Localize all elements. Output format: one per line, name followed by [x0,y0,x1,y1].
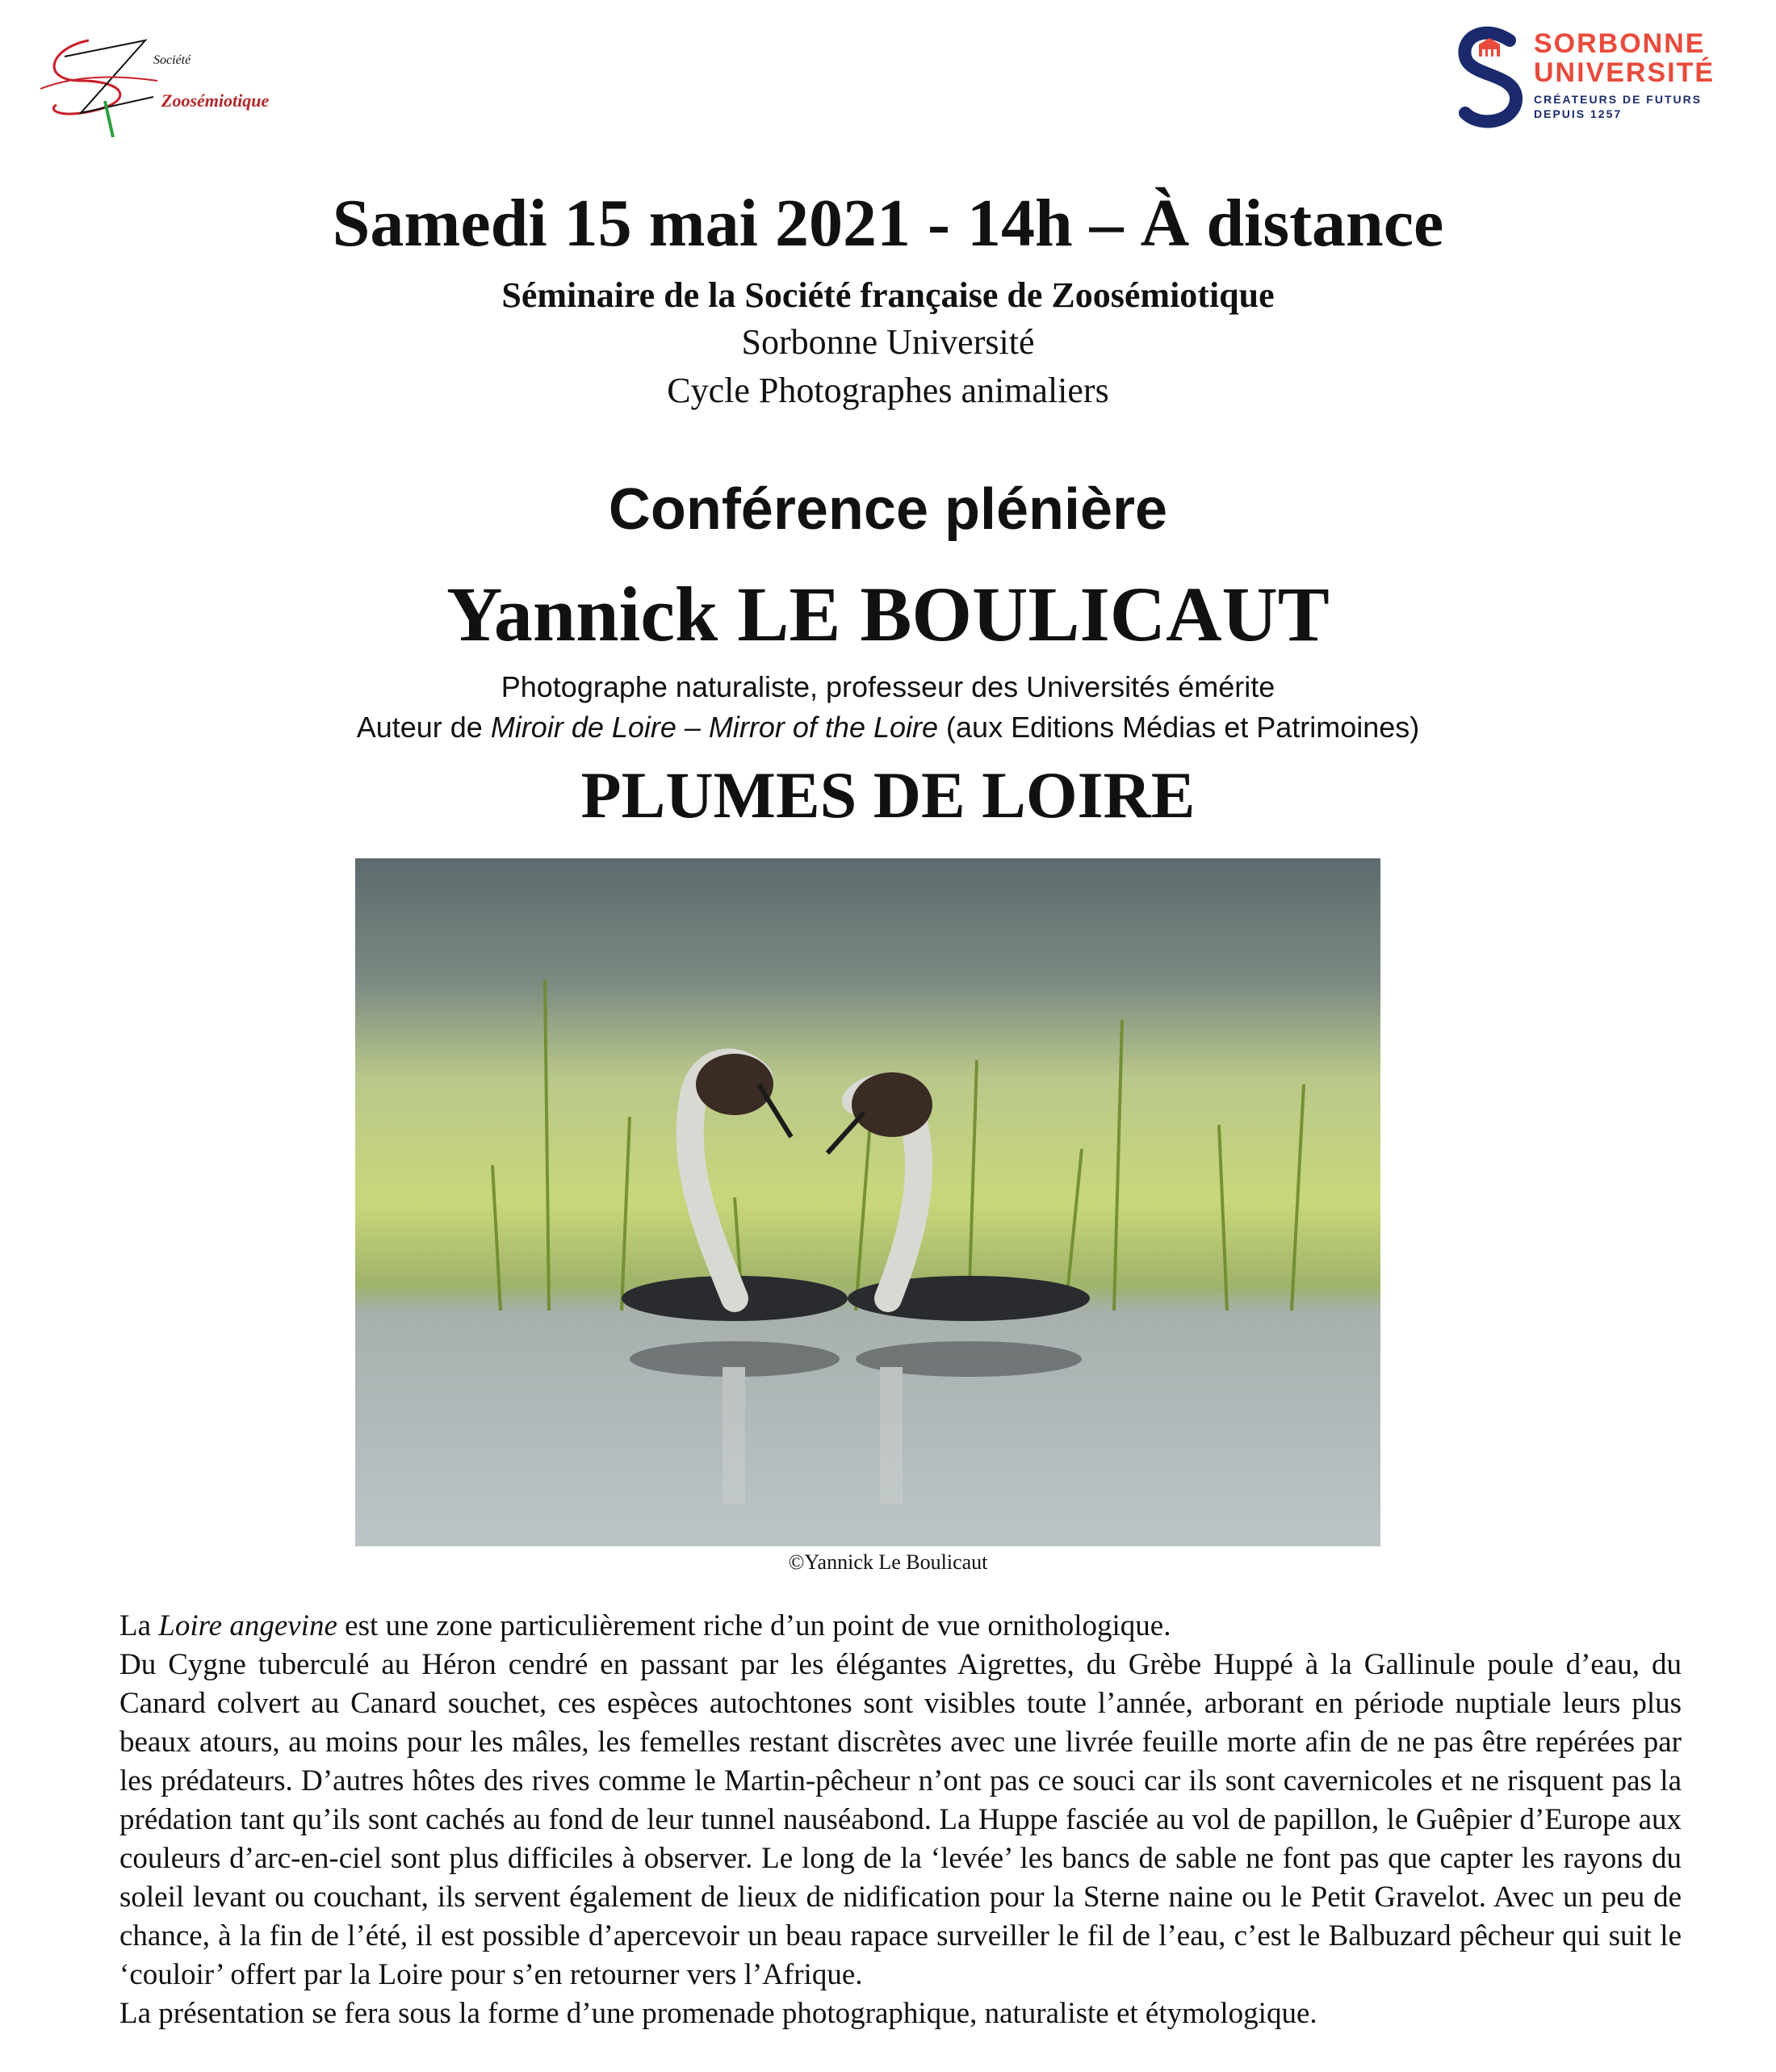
intro-suffix: est une zone particulièrement riche d’un point de vue ornithologique. [337,1609,1171,1642]
presentation-paragraph: La présentation se fera sous la forme d’une promenade photographique, naturaliste et étymologique. [119,1997,1317,2030]
book-title: Miroir de Loire – Mirror of the Loire [490,711,939,744]
sfz-logo-mark [32,24,291,137]
photo-credit: ©Yannick Le Boulicaut [788,1550,988,1574]
event-date-line: Samedi 15 mai 2021 - 14h – À distance [332,186,1444,261]
author-prefix: Auteur de [356,711,491,744]
sorbonne-s-icon [1453,20,1526,133]
sorbonne-tagline2: DEPUIS 1257 [1534,107,1623,120]
description [119,1607,1682,2033]
sorbonne-name-line2: UNIVERSITÉ [1534,57,1715,88]
sfz-logo-label-top: Société [153,53,191,67]
intro-paragraph [119,1607,1682,1646]
author-line [0,711,1776,744]
sorbonne-logo [1453,20,1728,133]
intro-emphasis: Loire angevine [158,1609,337,1642]
university-name: Sorbonne Université [741,322,1035,362]
intro-prefix: La [119,1609,159,1642]
author-suffix: (aux Editions Médias et Patrimoines) [938,711,1420,744]
sorbonne-tagline1: CRÉATEURS DE FUTURS [1534,93,1703,106]
speaker-role: Photographe naturaliste, professeur des Universités émérite [501,670,1275,703]
talk-title: PLUMES DE LOIRE [580,758,1196,832]
sfz-logo-label-bottom: Zoosémiotique [161,90,270,111]
sfz-logo [32,24,291,137]
conference-heading: Conférence plénière [608,477,1168,542]
grebes-photo [355,858,1380,1546]
speaker-name: Yannick LE BOULICAUT [446,571,1330,657]
cycle-name: Cycle Photographes animaliers [667,371,1109,410]
seminar-title: Séminaire de la Société française de Zoosémiotique [501,275,1275,315]
sorbonne-name-line1: SORBONNE [1534,28,1706,59]
species-paragraph: Du Cygne tuberculé au Héron cendré en passant par les élégantes Aigrettes, du Grèbe Huppé à la Gallinule poule d’eau, du Canard colvert au Canard souchet, ces espèces autochtones sont visibles toute l’année, arborant en période nuptiale leurs plus beaux atours, au moins pour les mâles, les femelles restant discrètes avec une livrée feuille morte afin de ne pas être repérées par les prédateurs. D’autres hôtes des rives comme le Martin-pêcheur n’ont pas ce souci car ils sont cavernicoles et ne risquent pas la prédation tant qu’ils sont cachés au fond de leur tunnel nauséabond. La Huppe fasciée au vol de papillon, le Guêpier d’Europe aux couleurs d’arc-en-ciel sont plus difficiles à observer. Le long de la ‘levée’ les bancs de sable ne font pas que capter les rayons du soleil levant ou couchant, ils servent également de lieux de nidification pour la Sterne naine ou le Petit Gravelot. Avec un peu de chance, à la fin de l’été, il est possible d’apercevoir un beau rapace surveiller le fil de l’eau, c’est le Balbuzard pêcheur qui suit le ‘couloir’ offert par la Loire pour s’en retourner vers l’Afrique. [119,1648,1682,1991]
